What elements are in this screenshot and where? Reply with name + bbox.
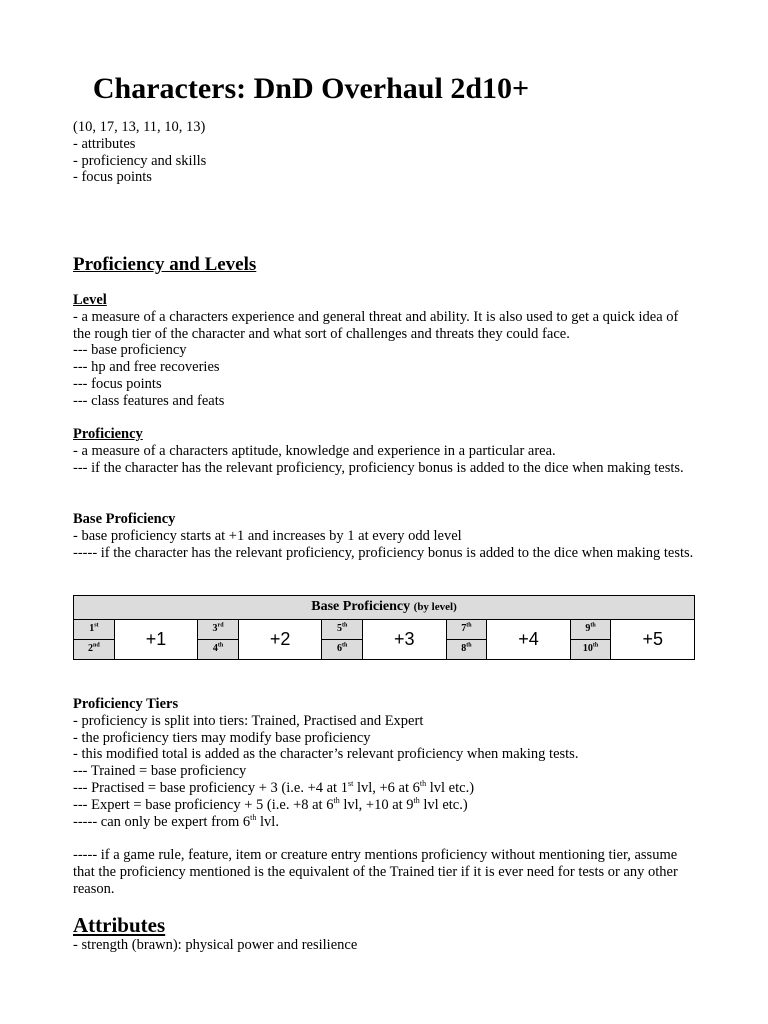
level-cell: 9th <box>570 620 611 640</box>
list-item: - the proficiency tiers may modify base proficiency <box>73 729 371 746</box>
intro-item: - attributes <box>73 135 136 152</box>
list-item: --- Expert = base proficiency + 5 (i.e. +8 at 6th lvl, +10 at 9th lvl etc.) <box>73 795 468 813</box>
subheading: Base Proficiency <box>73 511 176 527</box>
subheading: Level <box>73 292 107 308</box>
tiers-section <box>73 696 698 898</box>
paragraph: ----- if a game rule, feature, item or creature entry mentions proficiency without mentioning tier, assume that the proficiency mentioned is the equivalent of the Trained tier if it is ever need for tests or any other reason. <box>73 847 678 897</box>
level-cell: 7th <box>446 620 487 640</box>
level-cell: 6th <box>322 640 363 660</box>
list-item: --- hp and free recoveries <box>73 359 220 376</box>
list-item: --- base proficiency <box>73 342 187 359</box>
level-cell: 10th <box>570 640 611 660</box>
level-cell: 1st <box>74 620 115 640</box>
section-heading: Proficiency and Levels <box>73 254 257 275</box>
table-header: Base Proficiency (by level) <box>74 596 695 620</box>
level-cell: 8th <box>446 640 487 660</box>
paragraph: - a measure of a characters experience and general threat and ability. It is also used to get a quick idea of the rough tier of the character and what sort of challenges and threats they could face. <box>73 308 679 342</box>
stat-array: (10, 17, 13, 11, 10, 13) <box>73 119 206 135</box>
bonus-cell: +2 <box>238 620 321 660</box>
page-title: Characters: DnD Overhaul 2d10+ <box>92 72 530 105</box>
section-heading: Attributes <box>73 913 166 937</box>
list-item: - proficiency is split into tiers: Trained, Practised and Expert <box>73 712 424 729</box>
proficiency-section <box>73 426 698 476</box>
bonus-cell: +3 <box>363 620 446 660</box>
subheading: Proficiency Tiers <box>73 696 179 712</box>
bonus-cell: +4 <box>487 620 570 660</box>
attributes-section <box>73 913 698 954</box>
list-item: - this modified total is added as the character’s relevant proficiency when making tests. <box>73 746 579 763</box>
subheading: Proficiency <box>73 426 143 442</box>
list-item: --- Trained = base proficiency <box>73 763 247 780</box>
paragraph: --- if the character has the relevant proficiency, proficiency bonus is added to the dice when making tests. <box>73 459 684 476</box>
list-item: --- class features and feats <box>73 392 225 409</box>
level-section <box>73 292 698 410</box>
list-item: ----- can only be expert from 6th lvl. <box>73 812 279 830</box>
base-proficiency-section <box>73 511 698 561</box>
bonus-cell: +5 <box>611 620 695 660</box>
list-item: --- focus points <box>73 375 162 392</box>
level-cell: 3rd <box>198 620 239 640</box>
paragraph: ----- if the character has the relevant proficiency, proficiency bonus is added to the dice when making tests. <box>73 544 694 561</box>
intro-section <box>73 119 698 186</box>
list-item: --- Practised = base proficiency + 3 (i.e. +4 at 1st lvl, +6 at 6th lvl etc.) <box>73 779 475 796</box>
bonus-cell: +1 <box>114 620 197 660</box>
intro-item: - focus points <box>73 169 152 186</box>
paragraph: - base proficiency starts at +1 and increases by 1 at every odd level <box>73 527 462 544</box>
intro-item: - proficiency and skills <box>73 152 207 169</box>
level-cell: 5th <box>322 620 363 640</box>
base-proficiency-table <box>73 595 695 660</box>
list-item: - strength (brawn): physical power and resilience <box>73 937 358 953</box>
paragraph: - a measure of a characters aptitude, knowledge and experience in a particular area. <box>73 442 556 459</box>
level-cell: 4th <box>198 640 239 660</box>
level-cell: 2nd <box>74 640 115 660</box>
